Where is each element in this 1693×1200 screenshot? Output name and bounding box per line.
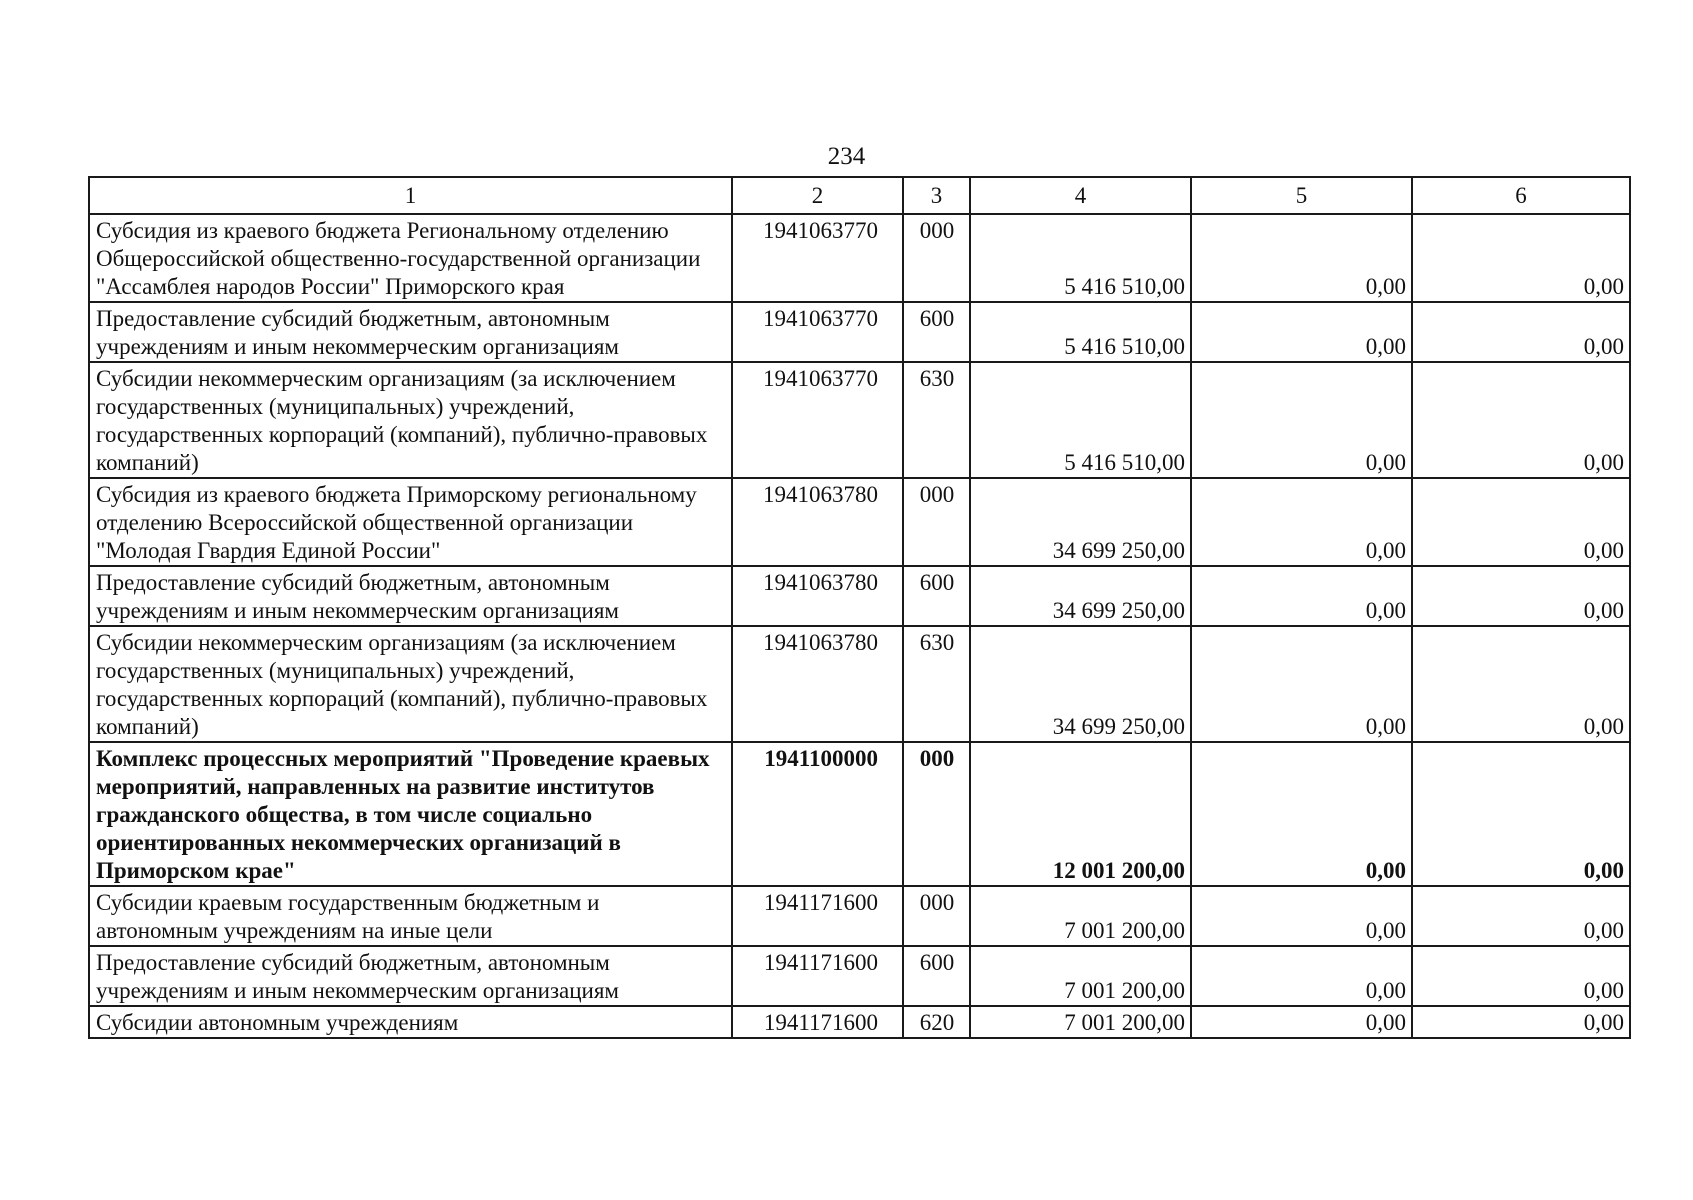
row-value-5: 0,00 bbox=[1191, 302, 1412, 362]
row-name: Субсидия из краевого бюджета Приморскому региональному отделению Всероссийской общественной организации "Молодая Гвардия Единой России" bbox=[89, 478, 732, 566]
row-value-5: 0,00 bbox=[1191, 362, 1412, 478]
row-value-4: 34 699 250,00 bbox=[970, 478, 1191, 566]
table-row bbox=[89, 362, 1630, 478]
table-row bbox=[89, 302, 1630, 362]
row-value-4: 7 001 200,00 bbox=[970, 886, 1191, 946]
row-value-4: 5 416 510,00 bbox=[970, 214, 1191, 302]
row-name: Субсидии автономным учреждениям bbox=[89, 1006, 732, 1038]
table-row bbox=[89, 946, 1630, 1006]
row-value-4: 34 699 250,00 bbox=[970, 626, 1191, 742]
row-value-4: 12 001 200,00 bbox=[970, 742, 1191, 886]
row-name: Субсидии краевым государственным бюджетным и автономным учреждениям на иные цели bbox=[89, 886, 732, 946]
row-value-6: 0,00 bbox=[1412, 478, 1630, 566]
row-code: 1941063780 bbox=[732, 566, 903, 626]
row-kind: 000 bbox=[903, 742, 970, 886]
row-kind: 600 bbox=[903, 302, 970, 362]
row-name: Предоставление субсидий бюджетным, автономным учреждениям и иным некоммерческим организациям bbox=[89, 566, 732, 626]
row-code: 1941063770 bbox=[732, 302, 903, 362]
row-value-6: 0,00 bbox=[1412, 946, 1630, 1006]
row-name: Субсидии некоммерческим организациям (за исключением государственных (муниципальных) учреждений, государственных корпораций (компаний), публично-правовых компаний) bbox=[89, 362, 732, 478]
row-value-5: 0,00 bbox=[1191, 214, 1412, 302]
row-code: 1941171600 bbox=[732, 1006, 903, 1038]
row-kind: 620 bbox=[903, 1006, 970, 1038]
row-code: 1941171600 bbox=[732, 886, 903, 946]
row-value-6: 0,00 bbox=[1412, 302, 1630, 362]
table-row bbox=[89, 886, 1630, 946]
table-row bbox=[89, 1006, 1630, 1038]
row-kind: 600 bbox=[903, 566, 970, 626]
row-value-6: 0,00 bbox=[1412, 626, 1630, 742]
row-value-6: 0,00 bbox=[1412, 1006, 1630, 1038]
row-value-4: 7 001 200,00 bbox=[970, 946, 1191, 1006]
row-value-5: 0,00 bbox=[1191, 478, 1412, 566]
row-kind: 000 bbox=[903, 214, 970, 302]
row-value-5: 0,00 bbox=[1191, 886, 1412, 946]
table-header-row bbox=[89, 177, 1630, 214]
row-value-4: 5 416 510,00 bbox=[970, 302, 1191, 362]
table-row bbox=[89, 626, 1630, 742]
row-value-4: 5 416 510,00 bbox=[970, 362, 1191, 478]
row-kind: 000 bbox=[903, 478, 970, 566]
row-value-6: 0,00 bbox=[1412, 886, 1630, 946]
row-value-4: 7 001 200,00 bbox=[970, 1006, 1191, 1038]
row-name: Предоставление субсидий бюджетным, автономным учреждениям и иным некоммерческим организациям bbox=[89, 946, 732, 1006]
row-kind: 000 bbox=[903, 886, 970, 946]
row-value-6: 0,00 bbox=[1412, 566, 1630, 626]
table-row bbox=[89, 742, 1630, 886]
column-header-4: 4 bbox=[970, 177, 1191, 214]
row-code: 1941063780 bbox=[732, 478, 903, 566]
column-header-3: 3 bbox=[903, 177, 970, 214]
row-value-5: 0,00 bbox=[1191, 566, 1412, 626]
row-code: 1941063770 bbox=[732, 214, 903, 302]
column-header-1: 1 bbox=[89, 177, 732, 214]
row-name: Комплекс процессных мероприятий "Проведение краевых мероприятий, направленных на развитие институтов гражданского общества, в том числе социально ориентированных некоммерческих организаций в Приморском крае" bbox=[89, 742, 732, 886]
column-header-5: 5 bbox=[1191, 177, 1412, 214]
page-number: 234 bbox=[827, 143, 866, 170]
budget-table bbox=[88, 176, 1631, 1039]
row-kind: 630 bbox=[903, 626, 970, 742]
row-value-6: 0,00 bbox=[1412, 214, 1630, 302]
row-code: 1941063780 bbox=[732, 626, 903, 742]
row-name: Субсидия из краевого бюджета Региональному отделению Общероссийской общественно-государственной организации "Ассамблея народов России" Приморского края bbox=[89, 214, 732, 302]
column-header-2: 2 bbox=[732, 177, 903, 214]
row-value-4: 34 699 250,00 bbox=[970, 566, 1191, 626]
row-value-5: 0,00 bbox=[1191, 742, 1412, 886]
column-header-6: 6 bbox=[1412, 177, 1630, 214]
row-value-6: 0,00 bbox=[1412, 742, 1630, 886]
row-value-6: 0,00 bbox=[1412, 362, 1630, 478]
row-kind: 630 bbox=[903, 362, 970, 478]
table-row bbox=[89, 478, 1630, 566]
row-name: Предоставление субсидий бюджетным, автономным учреждениям и иным некоммерческим организациям bbox=[89, 302, 732, 362]
row-value-5: 0,00 bbox=[1191, 946, 1412, 1006]
table-row bbox=[89, 214, 1630, 302]
row-kind: 600 bbox=[903, 946, 970, 1006]
table-row bbox=[89, 566, 1630, 626]
row-name: Субсидии некоммерческим организациям (за исключением государственных (муниципальных) учреждений, государственных корпораций (компаний), публично-правовых компаний) bbox=[89, 626, 732, 742]
row-value-5: 0,00 bbox=[1191, 626, 1412, 742]
row-code: 1941063770 bbox=[732, 362, 903, 478]
row-code: 1941171600 bbox=[732, 946, 903, 1006]
row-code: 1941100000 bbox=[732, 742, 903, 886]
row-value-5: 0,00 bbox=[1191, 1006, 1412, 1038]
